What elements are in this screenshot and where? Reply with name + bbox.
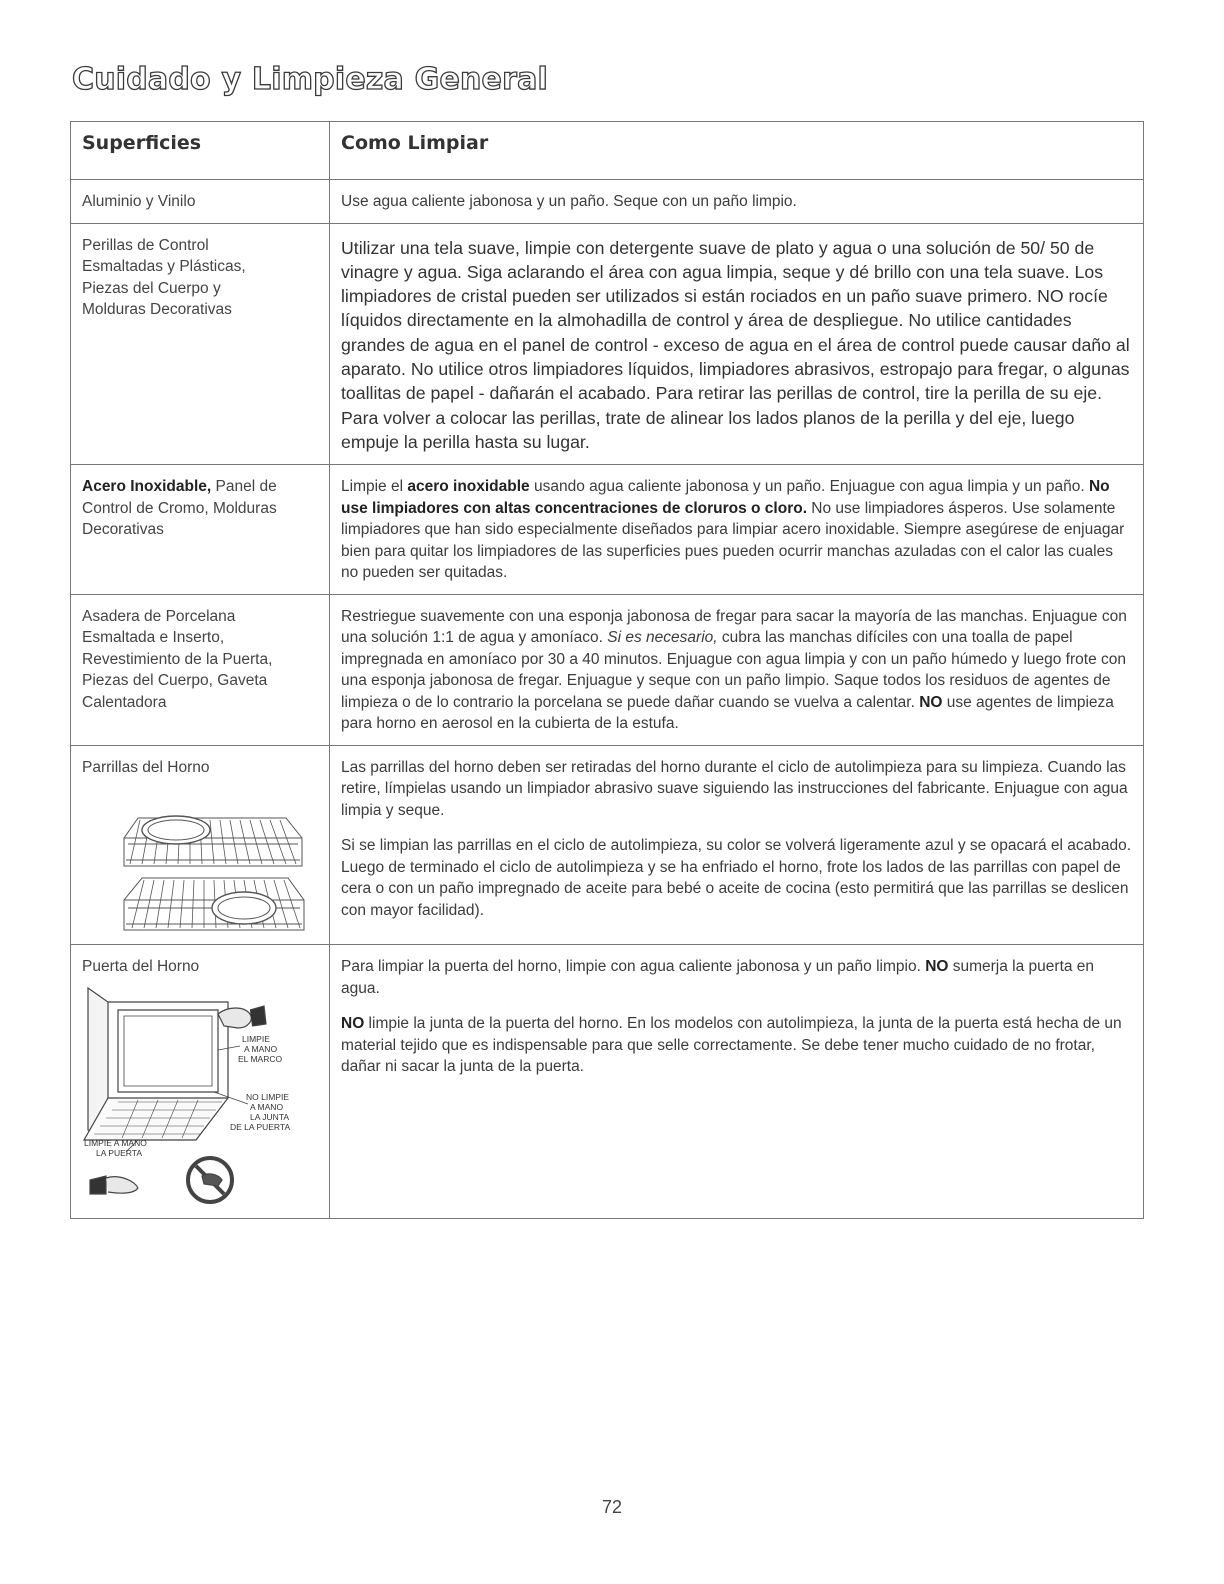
surface-cell: [71, 180, 330, 224]
how-text: Si se limpian las parrillas en el ciclo de autolimpieza, su color se volverá ligeramente azul y se opacará el acabado. Luego de terminado el ciclo de autolimpieza y se ha enfriado el horno, frote los lados de las parrillas con papel de cera o con un paño impregnado de aceite para bebé o aceite de cocina (esto permitirá que las parrillas se deslicen con mayor facilidad).: [341, 837, 1132, 919]
oven-racks-illustration: [116, 804, 308, 934]
how-text-part: cubra las manchas difíciles con una toalla de papel impregnada en amoníaco por 30 a 40 minutos. Enjuague con agua limpia y con un paño húmedo y luego frote con una esponja jabonosa de fregar. Enjuague y seque con un paño limpio. Saque todos los residuos de agentes de limpieza o de lo contrario la porcelana se puede dañar cuando se vuelva a calentar.: [341, 629, 1126, 711]
how-text: [341, 1013, 1132, 1078]
how-bold-warning: No use limpiadores con altas concentraciones de cloruros o cloro.: [341, 478, 1110, 517]
how-text: Utilizar una tela suave, limpie con detergente suave de plato y agua o una solución de 50/ 50 de vinagre y agua. Siga aclarando el área con agua limpia, seque y dé brillo con una tela suave. Los limpiadores de cristal pueden ser utilizados si están rociados en un paño suave primero. NO rocíe líquidos directamente en la almohadilla de control y área de despliegue. No utilice cantidades grandes de agua en el panel de control - exceso de agua en el área de control puede causar daño al aparato. No utilice otros limpiadores líquidos, limpiadores abrasivos, estropajo para fregar, o algunas toallitas de papel - dañarán el acabado. Para retirar las perillas de control, tire la perilla de su eje. Para volver a colocar las perillas, trate de alinear los lados planos de la perilla y del eje, luego empuje la perilla hasta su lugar.: [341, 237, 1130, 452]
figure-label: NO LIMPIE: [246, 1091, 289, 1102]
how-text: Use agua caliente jabonosa y un paño. Seque con un paño limpio.: [341, 193, 797, 210]
surface-cell: [71, 594, 330, 745]
surface-bold-label: Acero Inoxidable,: [82, 478, 212, 496]
table-row: [71, 945, 1144, 1219]
how-cell: [330, 945, 1144, 1219]
how-text-part: usando agua caliente jabonosa y un paño. Enjuague con agua limpia y un paño.: [529, 478, 1089, 496]
how-text-part: Limpie el: [341, 478, 408, 496]
care-table: [70, 121, 1144, 1219]
surface-label: Parrillas del Horno: [82, 758, 210, 776]
table-row: [71, 594, 1144, 745]
surfaces-header: Superficies: [71, 122, 330, 180]
table-row: [71, 223, 1144, 465]
figure-label: A MANO: [244, 1043, 278, 1054]
table-row: [71, 745, 1144, 945]
how-cell: [330, 465, 1144, 595]
page-title: Cuidado y Limpieza General: [72, 62, 549, 97]
how-italic-part: Si es necesario,: [607, 629, 718, 647]
table-header-row: [71, 122, 1144, 180]
how-bold-part: NO: [925, 958, 949, 976]
surface-label: Puerta del Horno: [82, 958, 200, 976]
how-text-part: Restriegue suavemente con una esponja jabonosa de fregar para sacar la mayoría de las manchas. Enjuague con una solución 1:1 de agua y amoníaco.: [341, 607, 1127, 647]
how-text-part: limpie la junta de la puerta del horno. En los modelos con autolimpieza, la junta de la puerta está hecha de un material tejido que es indispensable para que selle correctamente. Se debe tener mucho cuidado de no frotar, dañar ni sacar la junta de la puerta.: [341, 1015, 1122, 1076]
figure-label: LIMPIE: [242, 1033, 270, 1044]
surface-label: Molduras Decorativas: [82, 301, 232, 318]
surface-label: Calentadora: [82, 693, 167, 711]
page-number: 72: [601, 1497, 623, 1517]
figure-label: LA PUERTA: [96, 1147, 142, 1158]
how-text-part: sumerja la puerta en agua.: [341, 958, 1095, 997]
surface-label: Esmaltada e Inserto,: [82, 629, 225, 647]
how-cell: [330, 223, 1144, 465]
how-cell: [330, 594, 1144, 745]
surface-label: Perillas de Control: [82, 236, 209, 254]
figure-label: LIMPIE A MANO: [84, 1137, 147, 1148]
surface-cell: [71, 223, 330, 465]
surface-cell: [71, 465, 330, 595]
how-header: Como Limpiar: [330, 122, 1144, 180]
how-text-part: No use limpiadores ásperos. Use solamente limpiadores que han sido especialmente diseñados para limpiar acero inoxidable. Siempre asegúrese de enjuagar bien para quitar los limpiadores de las superficies pues pueden ocurrir manchas azuladas con el calor las cuales no pueden ser quitadas.: [341, 499, 1125, 582]
figure-label: DE LA PUERTA: [230, 1121, 291, 1132]
table-row: [71, 465, 1144, 595]
surface-label: Aluminio y Vinilo: [82, 193, 196, 210]
oven-door-illustration: [78, 980, 308, 1208]
how-text-part: use agentes de limpieza para horno en aerosol en la cubierta de la estufa.: [341, 693, 1114, 733]
how-bold-part: NO: [919, 693, 943, 711]
surface-cell: [71, 945, 330, 1219]
surface-label: Piezas del Cuerpo y: [82, 279, 221, 297]
table-row: [71, 180, 1144, 224]
surface-label: Panel de Control de Cromo, Molduras Decorativas: [82, 478, 277, 539]
how-text: [341, 956, 1132, 999]
surface-cell: [71, 745, 330, 945]
how-bold-part: NO: [341, 1015, 365, 1033]
surface-label: Esmaltadas y Plásticas,: [82, 258, 246, 275]
surface-label: Piezas del Cuerpo, Gaveta: [82, 672, 268, 690]
figure-label: A MANO: [250, 1101, 284, 1112]
figure-label: LA JUNTA: [250, 1111, 290, 1122]
how-cell: [330, 745, 1144, 945]
surface-label: Revestimiento de la Puerta,: [82, 650, 273, 668]
how-bold-part: acero inoxidable: [407, 478, 530, 496]
how-text: [341, 606, 1132, 735]
surface-label: Asadera de Porcelana: [82, 607, 236, 625]
how-cell: [330, 180, 1144, 224]
how-text: [341, 476, 1132, 584]
how-text-part: Para limpiar la puerta del horno, limpie con agua caliente jabonosa y un paño limpio.: [341, 958, 926, 976]
how-text: Las parrillas del horno deben ser retiradas del horno durante el ciclo de autolimpieza para su limpieza. Cuando las retire, límpielas usando un limpiador abrasivo suave siguiendo las instrucciones del fabricante. Enjuague con agua limpia y seque.: [341, 758, 1128, 819]
figure-label: EL MARCO: [238, 1053, 283, 1064]
